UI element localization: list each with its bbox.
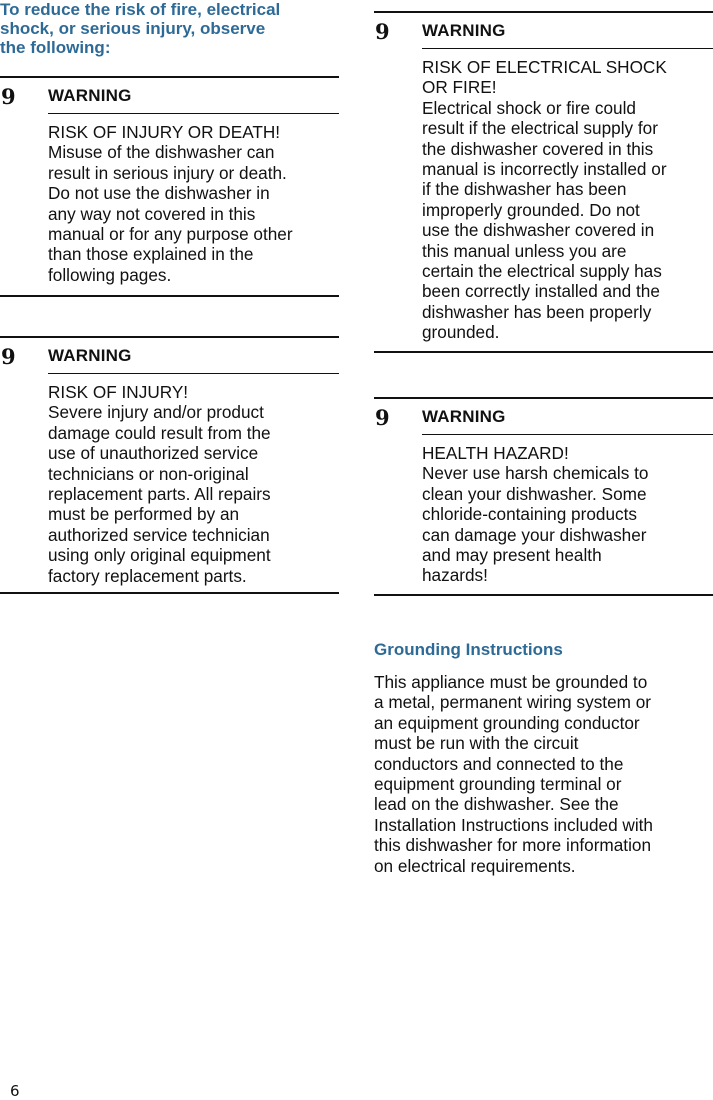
intro-heading: To reduce the risk of fire, electrical shock, or serious injury, observe the following: — [0, 0, 281, 57]
left-column — [0, 0, 339, 586]
divider — [48, 113, 339, 114]
divider — [48, 373, 339, 374]
warning-title: WARNING — [422, 21, 506, 40]
warning-text: HEALTH HAZARD! Never use harsh chemicals to clean your dishwasher. Some chloride-containing products can damage your dishwasher and may present health hazards! — [422, 443, 649, 586]
warning-text: RISK OF INJURY OR DEATH! Misuse of the dishwasher can result in serious injury or death. Do not use the dishwasher in any way not covered in this manual or for any purpose other than those explained in the following pages. — [48, 122, 293, 285]
warning-box-health — [374, 397, 713, 596]
page-number: 6 — [10, 1082, 20, 1100]
divider — [422, 48, 713, 49]
warning-icon: 9 — [375, 19, 390, 44]
warning-box-injury — [0, 336, 339, 594]
grounding-heading: Grounding Instructions — [374, 640, 563, 659]
warning-box-injury-death — [0, 76, 339, 297]
warning-box-electrical — [374, 11, 713, 353]
warning-title: WARNING — [48, 346, 132, 365]
warning-text: RISK OF INJURY! Severe injury and/or product damage could result from the use of unauthorized service technicians or non-original replacement parts. All repairs must be performed by an authorized service technician using only original equipment factory replacement parts. — [48, 382, 271, 586]
warning-text: RISK OF ELECTRICAL SHOCK OR FIRE! Electrical shock or fire could result if the electrical supply for the dishwasher covered in this manual is incorrectly installed or if the dishwasher has been improperly grounded. Do not use the dishwasher covered in this manual unless you are certain the electrical supply has been correctly installed and the dishwasher has been properly grounded. — [422, 57, 667, 343]
warning-icon: 9 — [375, 405, 390, 430]
warning-title: WARNING — [422, 407, 506, 426]
divider — [422, 434, 713, 435]
warning-icon: 9 — [1, 84, 16, 109]
grounding-text: This appliance must be grounded to a metal, permanent wiring system or an equipment grounding conductor must be run with the circuit conductors and connected to the equipment grounding terminal or lead on the dishwasher. See the Installation Instructions included with this dishwasher for more information on electrical requirements. — [374, 672, 653, 876]
warning-icon: 9 — [1, 344, 16, 369]
warning-title: WARNING — [48, 86, 132, 105]
